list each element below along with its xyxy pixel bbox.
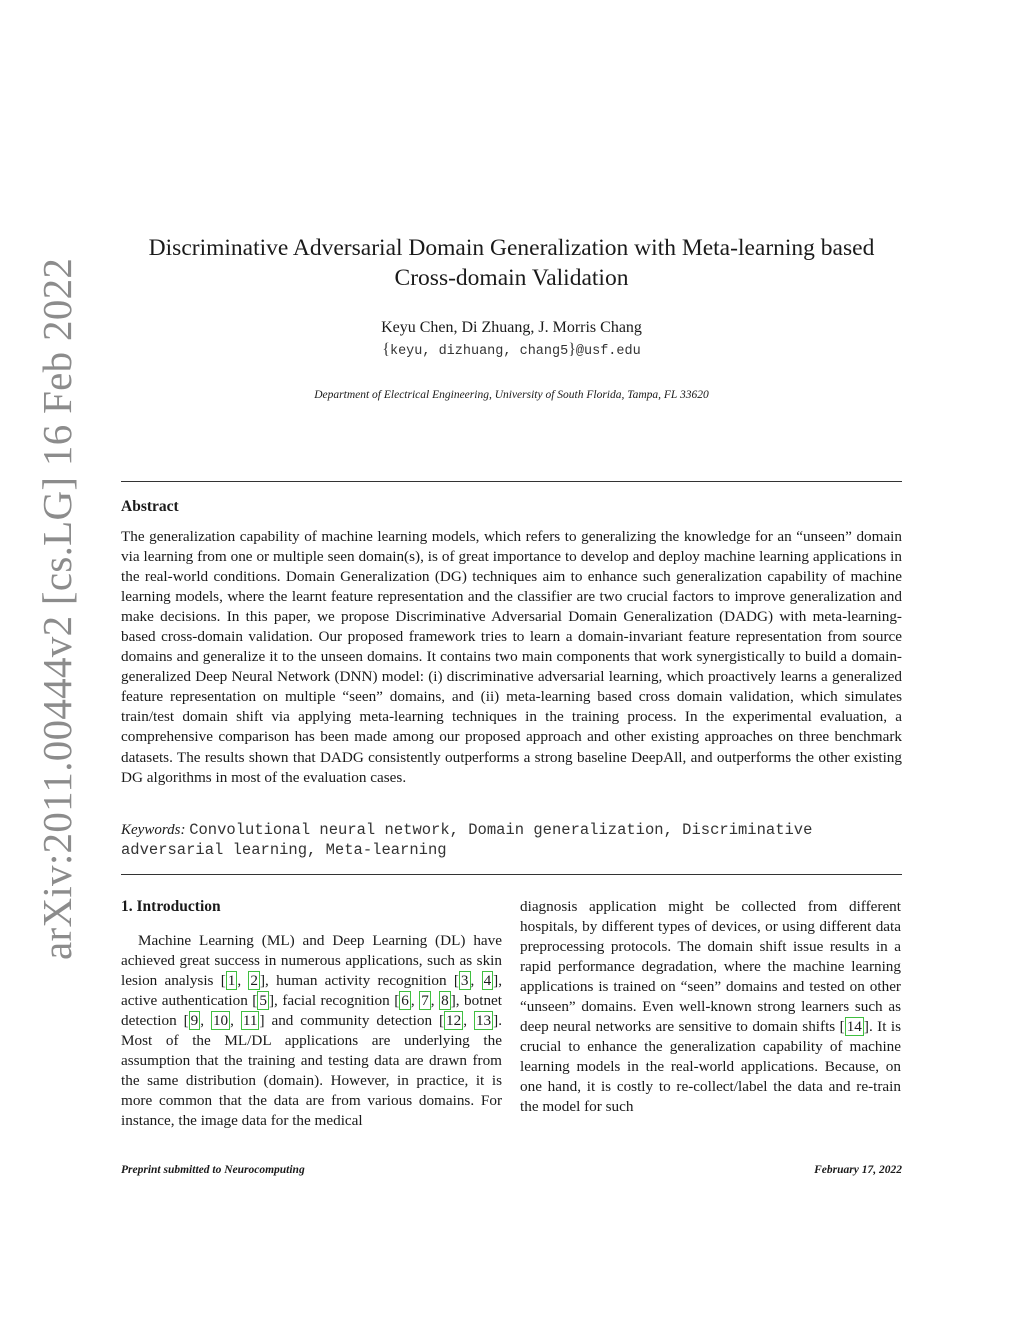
footer-date: February 17, 2022 (814, 1164, 902, 1176)
intro-text: , (430, 992, 440, 1009)
affiliation: Department of Electrical Engineering, University of South Florida, Tampa, FL 33620 (314, 389, 709, 401)
citation-link[interactable]: 6 (401, 992, 409, 1009)
intro-text: Machine Learning (ML) and Deep Learning (DL) have achieved great success in numerous applications, such as skin lesion analysis [ (121, 932, 502, 989)
intro-text: diagnosis application might be collected from different hospitals, by different types of devices, or using different data preprocessing protocols. The domain shift issue results in a rapid performance degradation, where the machine learning applications is trained on “seen” domains and tested on other “unseen” domains. Even well-known strong learners such as deep neural networks are sensitive to domain shifts [ (520, 898, 901, 1035)
section-heading-introduction: 1. Introduction (121, 898, 221, 915)
citation-link[interactable]: 3 (460, 972, 469, 989)
intro-text: ] and community detection [ (259, 1012, 445, 1029)
citation-link[interactable]: 13 (475, 1012, 492, 1029)
intro-text: , (463, 1012, 474, 1029)
citation-link[interactable]: 9 (190, 1012, 199, 1029)
intro-text: ]. It is crucial to enhance the generalization capability of machine learning models in the real-world applications. Because, on one hand, it is costly to re-collect/label the data and re-train the model for such (520, 1018, 901, 1115)
keywords-label: Keywords: (121, 822, 186, 838)
citation-link[interactable]: 14 (846, 1018, 862, 1035)
email-names: keyu, dizhuang, chang5 (389, 344, 569, 359)
bottom-rule (121, 874, 902, 875)
citation-link[interactable]: 7 (421, 992, 429, 1009)
intro-paragraph-right (520, 897, 901, 1117)
email-brace-close: } (568, 341, 576, 358)
intro-text: ], facial recognition [ (268, 992, 400, 1009)
intro-text: ], botnet detection [ (121, 992, 503, 1029)
email-brace-open: { (382, 341, 390, 358)
citation-link[interactable]: 1 (227, 972, 236, 989)
citation-link[interactable]: 10 (212, 1012, 229, 1029)
intro-left-column (121, 897, 502, 1131)
intro-text: , (237, 972, 249, 989)
top-rule (121, 481, 902, 482)
citation-link[interactable]: 4 (483, 972, 492, 989)
intro-right-column (520, 897, 901, 1117)
authors: Keyu Chen, Di Zhuang, J. Morris Chang (381, 319, 642, 336)
intro-text: , (230, 1012, 241, 1029)
intro-text: , (410, 992, 420, 1009)
keywords (121, 820, 902, 860)
email-domain: @usf.edu (575, 344, 641, 359)
intro-text: , (200, 1012, 211, 1029)
intro-text: , (470, 972, 482, 989)
keywords-list: Convolutional neural network, Domain generalization, Discriminative adversarial learning, Meta-learning (121, 821, 813, 859)
abstract-body: The generalization capability of machine learning models, which refers to generalizing the knowledge for an “unseen” domain via learning from one or multiple seen domain(s), is of great importance to develop and deploy machine learning applications in the real-world conditions. Domain Generalization (DG) techniques aim to enhance such generalization capability of machine learning models, where the learnt feature representation and the classifier are two crucial factors to improve generalization and make decisions. In this paper, we propose Discriminative Adversarial Domain Generalization (DADG) with meta-learning-based cross-domain validation. Our proposed framework tries to learn a domain-invariant feature representation from source domains and generalize it to the unseen domains. It contains two main components that work synergistically to build a domain-generalized Deep Neural Network (DNN) model: (i) discriminative adversarial learning, which proactively learns a generalized feature representation on multiple “seen” domains, and (ii) meta-learning based cross domain validation, which simulates train/test domain shift via applying meta-learning techniques in the training process. In the experimental evaluation, a comprehensive comparison has been made among our proposed approach and other existing approaches on three benchmark datasets. The results shown that DADG consistently outperforms a strong baseline DeepAll, and outperforms the other existing DG algorithms in most of the evaluation cases. (121, 528, 902, 786)
intro-text: ], human activity recognition [ (259, 972, 459, 989)
citation-link[interactable]: 8 (441, 992, 449, 1009)
arxiv-stamp: arXiv:2011.00444v2 [cs.LG] 16 Feb 2022 (34, 257, 80, 960)
intro-paragraph-left (121, 931, 502, 1131)
paper-title: Discriminative Adversarial Domain Generalization with Meta-learning based Cross-domain Validation (148, 235, 875, 291)
citation-link[interactable]: 5 (259, 992, 267, 1009)
intro-text: ], active authentication [ (121, 972, 503, 1009)
citation-link[interactable]: 12 (446, 1012, 462, 1029)
footer-preprint-note: Preprint submitted to Neurocomputing (121, 1164, 305, 1176)
citation-link[interactable]: 11 (242, 1012, 258, 1029)
author-emails (121, 341, 902, 359)
abstract-heading: Abstract (121, 498, 179, 515)
intro-text: ]. Most of the ML/DL applications are underlying the assumption that the training and testing data are drawn from the same distribution (domain). However, in practice, it is more common that the data are from various domains. For instance, the image data for the medical (121, 1012, 502, 1129)
citation-link[interactable]: 2 (250, 972, 258, 989)
